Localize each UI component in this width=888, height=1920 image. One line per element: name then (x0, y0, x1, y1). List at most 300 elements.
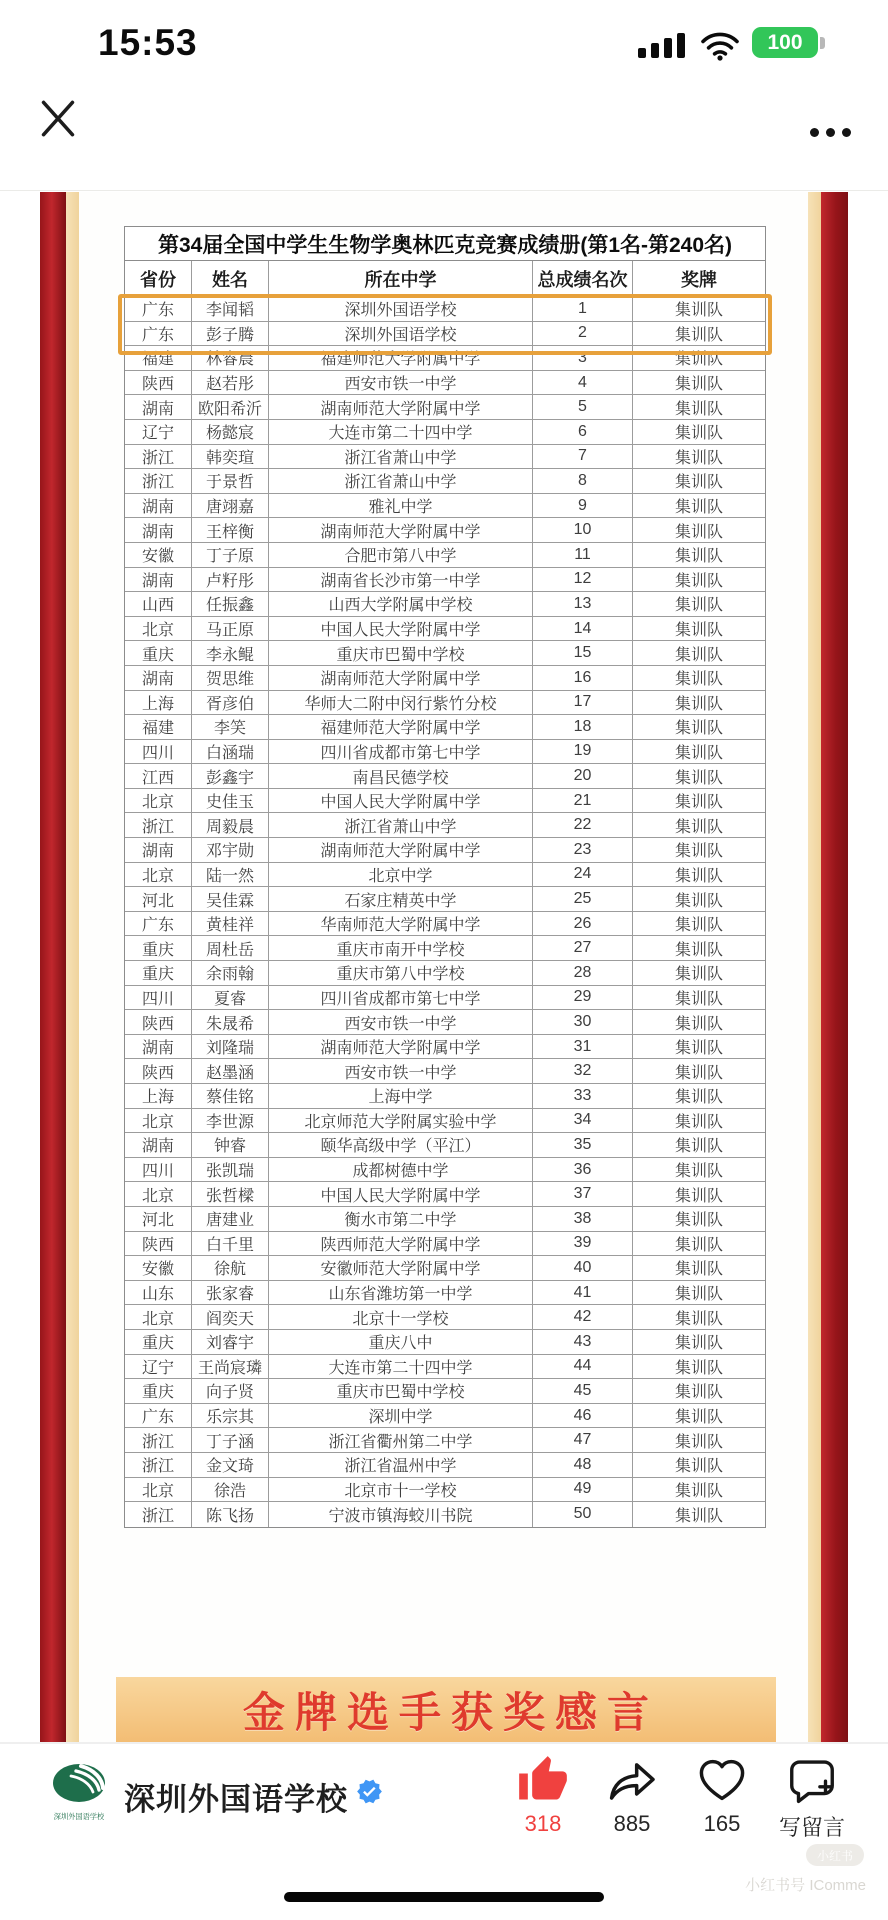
cell-province: 辽宁 (125, 1355, 192, 1379)
cell-rank: 25 (533, 887, 633, 911)
cell-province: 浙江 (125, 813, 192, 837)
cell-rank: 28 (533, 961, 633, 985)
cell-rank: 10 (533, 518, 633, 542)
cell-province: 陕西 (125, 1232, 192, 1256)
cell-school: 浙江省温州中学 (269, 1453, 533, 1477)
cell-medal: 集训队 (674, 892, 723, 910)
cell-name: 唐翊嘉 (192, 494, 269, 518)
cell-rank: 39 (533, 1232, 633, 1256)
poster-left-red-border (40, 192, 66, 1742)
table-row (125, 1109, 765, 1134)
cell-province: 北京 (125, 1109, 192, 1133)
cell-school: 安徽师范大学附属中学 (269, 1256, 533, 1280)
cell-name: 钟睿 (192, 1133, 269, 1157)
header-medal: 奖牌 (681, 269, 717, 290)
cell-medal: 集训队 (674, 1212, 723, 1230)
cell-school: 湖南师范大学附属中学 (269, 1035, 533, 1059)
cell-medal: 集训队 (674, 474, 723, 492)
cell-medal: 集训队 (674, 351, 723, 369)
table-row (125, 986, 765, 1011)
cell-province: 上海 (125, 1084, 192, 1108)
banner (116, 1677, 776, 1742)
cell-medal: 集训队 (674, 572, 723, 590)
cell-name: 邓宇勋 (192, 838, 269, 862)
cell-rank: 5 (533, 395, 633, 419)
cell-name: 周毅晨 (192, 813, 269, 837)
table-row (125, 395, 765, 420)
cell-rank: 38 (533, 1207, 633, 1231)
cell-school: 颐华高级中学（平江） (269, 1133, 533, 1157)
cell-school: 重庆八中 (269, 1330, 533, 1354)
comment-button[interactable] (770, 1750, 854, 1842)
cell-province: 重庆 (125, 961, 192, 985)
cell-rank: 1 (533, 297, 633, 321)
table-row (125, 764, 765, 789)
xiaohongshu-watermark-id: 小红书号 IComme (745, 1877, 866, 1894)
cell-medal: 集训队 (674, 1310, 723, 1328)
cell-school: 山西大学附属中学校 (269, 592, 533, 616)
cell-province: 浙江 (125, 1453, 192, 1477)
cell-medal: 集训队 (674, 1138, 723, 1156)
cell-province: 湖南 (125, 666, 192, 690)
table-row (125, 887, 765, 912)
cell-medal: 集训队 (674, 818, 723, 836)
cell-name: 黄桂祥 (192, 912, 269, 936)
cell-name: 唐建业 (192, 1207, 269, 1231)
table-row (125, 469, 765, 494)
cell-rank: 41 (533, 1281, 633, 1305)
cell-province: 四川 (125, 986, 192, 1010)
cell-school: 华南师范大学附属中学 (269, 912, 533, 936)
school-logo (50, 1762, 108, 1822)
cell-name: 王尚宸璘 (192, 1355, 269, 1379)
cell-rank: 11 (533, 543, 633, 567)
cell-school: 福建师范大学附属中学 (269, 715, 533, 739)
cell-school: 大连市第二十四中学 (269, 1355, 533, 1379)
verified-badge-icon (356, 1778, 383, 1810)
comment-bubble-icon (770, 1750, 854, 1810)
thumb-up-icon (501, 1750, 585, 1810)
account-link[interactable] (50, 1762, 383, 1822)
cell-medal: 集训队 (674, 917, 723, 935)
cell-school: 宁波市镇海蛟川书院 (269, 1502, 533, 1527)
cell-province: 北京 (125, 1305, 192, 1329)
cell-name: 张家睿 (192, 1281, 269, 1305)
table-row (125, 518, 765, 543)
cell-province: 河北 (125, 1207, 192, 1231)
cell-school: 山东省潍坊第一中学 (269, 1281, 533, 1305)
table-row (125, 813, 765, 838)
cell-school: 福建师范大学附属中学 (269, 346, 533, 370)
banner-title: 金牌选手获奖感言 (242, 1688, 659, 1736)
cell-province: 重庆 (125, 1330, 192, 1354)
cell-school: 上海中学 (269, 1084, 533, 1108)
cell-school: 中国人民大学附属中学 (269, 617, 533, 641)
cell-rank: 15 (533, 641, 633, 665)
cell-school: 西安市铁一中学 (269, 1010, 533, 1034)
cell-school: 四川省成都市第七中学 (269, 740, 533, 764)
cell-medal: 集训队 (674, 1261, 723, 1279)
cell-province: 四川 (125, 1158, 192, 1182)
cell-rank: 43 (533, 1330, 633, 1354)
cell-province: 陕西 (125, 371, 192, 395)
cell-province: 安徽 (125, 1256, 192, 1280)
cell-rank: 49 (533, 1478, 633, 1502)
cell-name: 林睿晨 (192, 346, 269, 370)
cell-province: 江西 (125, 764, 192, 788)
cell-name: 阎奕天 (192, 1305, 269, 1329)
cell-medal: 集训队 (674, 1089, 723, 1107)
cell-rank: 16 (533, 666, 633, 690)
cell-school: 中国人民大学附属中学 (269, 1182, 533, 1206)
cell-rank: 37 (533, 1182, 633, 1206)
cell-name: 李永鲲 (192, 641, 269, 665)
cell-rank: 17 (533, 691, 633, 715)
cell-rank: 3 (533, 346, 633, 370)
table-row (125, 789, 765, 814)
cell-school: 浙江省萧山中学 (269, 813, 533, 837)
table-row (125, 691, 765, 716)
cell-province: 安徽 (125, 543, 192, 567)
cell-school: 浙江省衢州第二中学 (269, 1428, 533, 1452)
signal-icon (638, 32, 690, 63)
cell-name: 丁子原 (192, 543, 269, 567)
cell-name: 刘睿宇 (192, 1330, 269, 1354)
cell-medal: 集训队 (674, 720, 723, 738)
cell-rank: 22 (533, 813, 633, 837)
cell-province: 浙江 (125, 445, 192, 469)
cell-province: 湖南 (125, 838, 192, 862)
image-top-edge (0, 190, 888, 191)
table-row (125, 961, 765, 986)
cell-name: 乐宗其 (192, 1404, 269, 1428)
cell-medal: 集训队 (674, 1015, 723, 1033)
cell-province: 广东 (125, 912, 192, 936)
cell-school: 浙江省萧山中学 (269, 445, 533, 469)
cell-rank: 47 (533, 1428, 633, 1452)
cell-name: 胥彦伯 (192, 691, 269, 715)
table-row (125, 592, 765, 617)
wifi-icon (700, 31, 740, 66)
cell-rank: 46 (533, 1404, 633, 1428)
cell-medal: 集训队 (674, 1335, 723, 1353)
table-row (125, 1305, 765, 1330)
share-count: 885 (613, 1811, 651, 1836)
cell-name: 李笑 (192, 715, 269, 739)
cell-name: 张凯瑞 (192, 1158, 269, 1182)
table-row (125, 1158, 765, 1183)
cell-rank: 7 (533, 445, 633, 469)
cell-school: 合肥市第八中学 (269, 543, 533, 567)
cell-school: 重庆市第八中学校 (269, 961, 533, 985)
cell-school: 中国人民大学附属中学 (269, 789, 533, 813)
cell-province: 北京 (125, 617, 192, 641)
cell-rank: 20 (533, 764, 633, 788)
cell-province: 广东 (125, 297, 192, 321)
cell-school: 湖南师范大学附属中学 (269, 395, 533, 419)
cell-name: 朱晟希 (192, 1010, 269, 1034)
cell-province: 重庆 (125, 1379, 192, 1403)
table-row (125, 617, 765, 642)
cell-medal: 集训队 (674, 523, 723, 541)
table-row (125, 568, 765, 593)
cell-province: 广东 (125, 322, 192, 346)
like-button[interactable] (501, 1750, 585, 1837)
cell-name: 李世源 (192, 1109, 269, 1133)
table-row (125, 1133, 765, 1158)
cell-name: 向子贤 (192, 1379, 269, 1403)
cell-medal: 集训队 (674, 548, 723, 566)
xiaohongshu-watermark-badge: 小红书 (806, 1844, 864, 1866)
table-row (125, 1478, 765, 1503)
table-row (125, 1379, 765, 1404)
cell-province: 湖南 (125, 395, 192, 419)
cell-school: 陕西师范大学附属中学 (269, 1232, 533, 1256)
cell-medal: 集训队 (674, 966, 723, 984)
poster-right-red-border (821, 192, 848, 1742)
cell-school: 衡水市第二中学 (269, 1207, 533, 1231)
cell-school: 浙江省萧山中学 (269, 469, 533, 493)
cell-medal: 集训队 (674, 1458, 723, 1476)
table-title: 第34届全国中学生生物学奥林匹克竞赛成绩册(第1名-第240名) (125, 227, 765, 261)
cell-province: 上海 (125, 691, 192, 715)
cell-rank: 2 (533, 322, 633, 346)
table-row (125, 1182, 765, 1207)
cell-name: 杨懿宸 (192, 420, 269, 444)
cell-rank: 48 (533, 1453, 633, 1477)
cell-rank: 31 (533, 1035, 633, 1059)
cell-medal: 集训队 (674, 425, 723, 443)
table-row (125, 371, 765, 396)
cell-province: 陕西 (125, 1010, 192, 1034)
cell-province: 湖南 (125, 494, 192, 518)
cell-rank: 36 (533, 1158, 633, 1182)
cell-medal: 集训队 (674, 1187, 723, 1205)
cell-medal: 集训队 (674, 990, 723, 1008)
table-row (125, 1059, 765, 1084)
cell-rank: 6 (533, 420, 633, 444)
cell-medal: 集训队 (674, 867, 723, 885)
cell-medal: 集训队 (674, 1359, 723, 1377)
cell-medal: 集训队 (674, 622, 723, 640)
cell-rank: 4 (533, 371, 633, 395)
header-school: 所在中学 (269, 261, 533, 296)
table-row (125, 740, 765, 765)
cell-name: 赵墨涵 (192, 1059, 269, 1083)
cell-province: 浙江 (125, 469, 192, 493)
cell-school: 重庆市南开中学校 (269, 936, 533, 960)
cell-school: 石家庄精英中学 (269, 887, 533, 911)
account-name: 深圳外国语学校 (124, 1782, 348, 1817)
cell-school: 湖南师范大学附属中学 (269, 838, 533, 862)
table-row (125, 297, 765, 322)
favorite-count: 165 (703, 1811, 741, 1836)
cell-rank: 34 (533, 1109, 633, 1133)
table-row (125, 641, 765, 666)
more-button[interactable] (810, 128, 851, 137)
cell-name: 吴佳霖 (192, 887, 269, 911)
cell-province: 四川 (125, 740, 192, 764)
cell-province: 辽宁 (125, 420, 192, 444)
cell-medal: 集训队 (674, 1433, 723, 1451)
table-row (125, 715, 765, 740)
cell-rank: 19 (533, 740, 633, 764)
cell-medal: 集训队 (674, 941, 723, 959)
cell-rank: 24 (533, 863, 633, 887)
table-row (125, 912, 765, 937)
table-row (125, 666, 765, 691)
cell-province: 湖南 (125, 1035, 192, 1059)
cell-name: 金文琦 (192, 1453, 269, 1477)
table-header (125, 261, 765, 297)
cell-province: 湖南 (125, 568, 192, 592)
battery-nub-icon (820, 37, 825, 49)
table-row (125, 1453, 765, 1478)
table-row (125, 1281, 765, 1306)
cell-medal: 集训队 (674, 449, 723, 467)
cell-school: 雅礼中学 (269, 494, 533, 518)
poster-left-tan-border (66, 192, 79, 1742)
cell-medal: 集训队 (674, 1409, 723, 1427)
cell-medal: 集训队 (674, 1384, 723, 1402)
cell-medal: 集训队 (674, 1040, 723, 1058)
cell-rank: 35 (533, 1133, 633, 1157)
cell-rank: 8 (533, 469, 633, 493)
cell-school: 湖南师范大学附属中学 (269, 666, 533, 690)
cell-rank: 18 (533, 715, 633, 739)
results-table (124, 226, 766, 1528)
post-image[interactable] (40, 192, 848, 1742)
cell-school: 深圳中学 (269, 1404, 533, 1428)
cell-name: 徐浩 (192, 1478, 269, 1502)
cell-province: 北京 (125, 863, 192, 887)
cell-medal: 集训队 (674, 1507, 723, 1525)
cell-school: 北京师范大学附属实验中学 (269, 1109, 533, 1133)
cell-medal: 集训队 (674, 1064, 723, 1082)
cell-name: 任振鑫 (192, 592, 269, 616)
cell-rank: 21 (533, 789, 633, 813)
cell-province: 重庆 (125, 641, 192, 665)
cell-medal: 集训队 (674, 769, 723, 787)
cell-province: 山东 (125, 1281, 192, 1305)
cell-school: 重庆市巴蜀中学校 (269, 641, 533, 665)
cell-medal: 集训队 (674, 794, 723, 812)
table-row (125, 543, 765, 568)
cell-name: 丁子涵 (192, 1428, 269, 1452)
header-province: 省份 (125, 261, 192, 296)
table-row (125, 1256, 765, 1281)
table-body (125, 297, 765, 1527)
cell-rank: 44 (533, 1355, 633, 1379)
cell-name: 徐航 (192, 1256, 269, 1280)
cell-name: 白千里 (192, 1232, 269, 1256)
heart-icon (680, 1750, 764, 1810)
cell-school: 北京中学 (269, 863, 533, 887)
cell-school: 西安市铁一中学 (269, 371, 533, 395)
cell-name: 赵若彤 (192, 371, 269, 395)
table-row (125, 1428, 765, 1453)
cell-rank: 13 (533, 592, 633, 616)
close-button[interactable] (38, 98, 78, 138)
cell-medal: 集训队 (674, 376, 723, 394)
table-row (125, 1232, 765, 1257)
cell-rank: 27 (533, 936, 633, 960)
table-row (125, 1207, 765, 1232)
cell-name: 余雨翰 (192, 961, 269, 985)
comment-label: 写留言 (778, 1815, 845, 1840)
cell-name: 张哲樑 (192, 1182, 269, 1206)
cell-name: 王梓衡 (192, 518, 269, 542)
cell-school: 西安市铁一中学 (269, 1059, 533, 1083)
cell-school: 深圳外国语学校 (269, 322, 533, 346)
table-row (125, 322, 765, 347)
header-rank: 总成绩名次 (533, 261, 633, 296)
cell-province: 湖南 (125, 518, 192, 542)
cell-medal: 集训队 (674, 744, 723, 762)
cell-rank: 26 (533, 912, 633, 936)
cell-province: 浙江 (125, 1428, 192, 1452)
cell-medal: 集训队 (674, 499, 723, 517)
cell-name: 马正原 (192, 617, 269, 641)
cell-school: 南昌民德学校 (269, 764, 533, 788)
cell-school: 湖南省长沙市第一中学 (269, 568, 533, 592)
share-arrow-icon (590, 1750, 674, 1810)
cell-name: 周杜岳 (192, 936, 269, 960)
cell-name: 彭鑫宇 (192, 764, 269, 788)
cell-name: 刘隆瑞 (192, 1035, 269, 1059)
table-row (125, 1084, 765, 1109)
logo-caption: 深圳外国语学校 (53, 1812, 105, 1821)
table-row (125, 346, 765, 371)
table-row (125, 838, 765, 863)
cell-school: 大连市第二十四中学 (269, 420, 533, 444)
cell-medal: 集训队 (674, 1113, 723, 1131)
table-row (125, 1010, 765, 1035)
table-row (125, 1330, 765, 1355)
cell-medal: 集训队 (674, 597, 723, 615)
table-row (125, 1502, 765, 1527)
home-indicator[interactable] (284, 1892, 604, 1902)
header-name: 姓名 (192, 261, 269, 296)
cell-medal: 集训队 (674, 843, 723, 861)
cell-name: 夏睿 (192, 986, 269, 1010)
cell-name: 彭子腾 (192, 322, 269, 346)
cell-name: 贺思维 (192, 666, 269, 690)
share-button[interactable] (590, 1750, 674, 1837)
cell-rank: 50 (533, 1502, 633, 1527)
cell-school: 华师大二附中闵行紫竹分校 (269, 691, 533, 715)
cell-province: 北京 (125, 1478, 192, 1502)
cell-province: 湖南 (125, 1133, 192, 1157)
favorite-button[interactable] (680, 1750, 764, 1837)
cell-province: 北京 (125, 789, 192, 813)
cell-name: 于景哲 (192, 469, 269, 493)
cell-name: 蔡佳铭 (192, 1084, 269, 1108)
cell-rank: 40 (533, 1256, 633, 1280)
status-time: 15:53 (98, 22, 198, 63)
like-count: 318 (524, 1811, 562, 1836)
cell-province: 广东 (125, 1404, 192, 1428)
cell-rank: 33 (533, 1084, 633, 1108)
cell-school: 成都树德中学 (269, 1158, 533, 1182)
cell-name: 卢籽彤 (192, 568, 269, 592)
cell-name: 韩奕瑄 (192, 445, 269, 469)
cell-name: 李闻韬 (192, 297, 269, 321)
cell-medal: 集训队 (674, 671, 723, 689)
cell-name: 欧阳希沂 (192, 395, 269, 419)
cell-school: 深圳外国语学校 (269, 297, 533, 321)
cell-rank: 45 (533, 1379, 633, 1403)
